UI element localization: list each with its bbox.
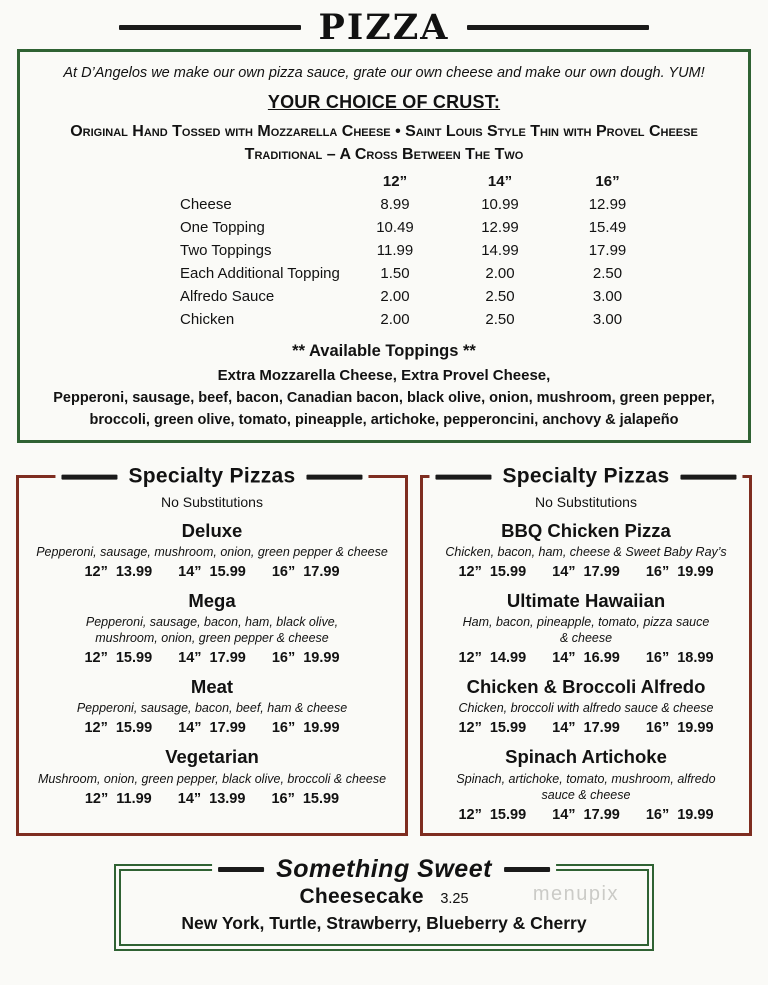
specialty-pizza-deluxe <box>23 519 401 580</box>
price-row-additional-topping <box>180 265 650 282</box>
price-12: 10.49 <box>376 219 414 236</box>
crust-options: Original Hand Tossed with Mozzarella Cheese • Saint Louis Style Thin with Provel Cheese <box>70 123 698 140</box>
price-pair <box>552 720 620 736</box>
price-14: 2.00 <box>485 265 515 282</box>
crust-heading: YOUR CHOICE OF CRUST: <box>267 92 501 112</box>
price-pair <box>552 650 620 666</box>
pizza-name: Vegetarian <box>165 746 259 768</box>
size-header-16: 16” <box>595 173 620 190</box>
sweet-title-text: Something Sweet <box>276 854 492 883</box>
title-rule-left <box>61 474 117 479</box>
price-row-alfredo-sauce <box>180 288 650 305</box>
size-label: 14” <box>178 720 202 737</box>
price-value: 14.99 <box>489 650 527 667</box>
price-pair <box>178 791 246 807</box>
price-16: 17.99 <box>588 242 627 259</box>
size-label: 12” <box>84 720 108 737</box>
price-pair <box>552 564 620 580</box>
price-pair <box>178 720 246 736</box>
cheesecake-flavors: New York, Turtle, Strawberry, Blueberry & Cherry <box>181 912 587 933</box>
price-value: 17.99 <box>209 650 246 667</box>
pizza-prices <box>23 564 401 580</box>
price-value: 18.99 <box>677 650 714 667</box>
toppings-line-3: broccoli, green olive, tomato, pineapple, artichoke, pepperoncini, anchovy & jalapeño <box>89 412 679 428</box>
specialty-left-title <box>55 463 368 491</box>
size-label: 14” <box>552 806 576 823</box>
size-label: 12” <box>458 650 482 667</box>
dessert-name: Cheesecake <box>299 884 424 908</box>
size-label: 14” <box>178 564 202 581</box>
specialty-box-left <box>16 464 408 836</box>
size-label: 16” <box>645 650 670 667</box>
size-label: 14” <box>178 650 202 667</box>
price-value: 17.99 <box>209 720 246 737</box>
size-label: 14” <box>552 720 576 737</box>
price-row-cheese <box>180 196 650 213</box>
size-label: 14” <box>552 564 576 581</box>
size-label: 12” <box>84 790 109 807</box>
pizza-prices <box>427 720 745 736</box>
pizza-name: BBQ Chicken Pizza <box>501 520 671 541</box>
price-value: 15.99 <box>209 564 246 581</box>
pizza-description: Spinach, artichoke, tomato, mushroom, alfredo sauce & cheese <box>456 771 716 802</box>
price-value: 15.99 <box>489 720 527 737</box>
pizza-name: Meat <box>190 676 234 698</box>
page-header <box>0 7 768 48</box>
pizza-description: Pepperoni, sausage, bacon, beef, ham & cheese <box>76 701 348 716</box>
price-value: 11.99 <box>116 790 152 807</box>
specialty-section <box>16 464 752 836</box>
row-label: Chicken <box>180 311 235 328</box>
sweet-title <box>212 855 556 884</box>
price-pair <box>178 564 246 580</box>
price-value: 19.99 <box>303 650 340 667</box>
price-14: 10.99 <box>481 196 519 213</box>
price-12: 2.00 <box>380 288 410 305</box>
pizza-name: Ultimate Hawaiian <box>506 590 666 612</box>
pizza-name: Deluxe <box>181 520 243 541</box>
price-12: 1.50 <box>380 265 410 282</box>
specialty-pizza-vegetarian <box>23 745 401 806</box>
toppings-line-2: Pepperoni, sausage, beef, bacon, Canadian bacon, black olive, onion, mushroom, green pepper, <box>53 390 715 406</box>
price-value: 17.99 <box>303 564 340 581</box>
size-label: 12” <box>84 564 108 581</box>
price-value: 15.99 <box>489 564 527 581</box>
specialty-pizza-spinach-artichoke <box>427 745 745 822</box>
price-12: 11.99 <box>376 242 414 259</box>
size-label: 12” <box>458 564 482 581</box>
price-pair <box>84 720 152 736</box>
price-pair <box>272 564 340 580</box>
price-value: 15.99 <box>115 720 153 737</box>
price-12: 2.00 <box>380 311 410 328</box>
price-pair <box>272 720 340 736</box>
title-rule-right <box>681 474 737 479</box>
price-value: 19.99 <box>677 564 714 581</box>
specialty-box-right <box>420 464 752 836</box>
row-label: Cheese <box>180 196 232 213</box>
page-title: PIZZA <box>318 7 450 48</box>
header-rule-right <box>467 25 649 30</box>
price-value: 13.99 <box>115 564 153 581</box>
pizza-name: Chicken & Broccoli Alfredo <box>466 676 706 698</box>
price-value: 15.99 <box>489 806 527 823</box>
price-value: 15.99 <box>302 790 340 807</box>
pizza-name: Mega <box>188 590 236 612</box>
price-pair <box>84 564 152 580</box>
price-16: 15.49 <box>588 219 627 236</box>
pizza-description: Mushroom, onion, green pepper, black olive, broccoli & cheese <box>37 771 387 786</box>
pizza-description: Chicken, bacon, ham, cheese & Sweet Baby Ray’s <box>445 545 727 560</box>
price-value: 17.99 <box>583 806 620 823</box>
row-label: Two Toppings <box>180 242 272 259</box>
price-value: 19.99 <box>677 720 714 737</box>
specialty-pizza-mega <box>23 589 401 666</box>
price-pair <box>552 807 620 823</box>
row-label: Alfredo Sauce <box>180 288 275 305</box>
crust-traditional: Traditional – A Cross Between The Two <box>244 146 524 163</box>
title-rule-left <box>435 474 491 479</box>
price-14: 2.50 <box>485 288 515 305</box>
toppings-heading: ** Available Toppings ** <box>292 342 476 360</box>
price-pair <box>271 791 339 807</box>
title-rule-left <box>218 867 264 872</box>
title-rule-right <box>307 474 363 479</box>
price-pair <box>458 720 526 736</box>
price-pair <box>458 650 526 666</box>
price-value: 16.99 <box>583 650 620 667</box>
pizza-name: Spinach Artichoke <box>505 746 667 768</box>
price-pair <box>84 650 152 666</box>
price-pair <box>178 650 246 666</box>
price-pair <box>458 807 526 823</box>
size-label: 16” <box>271 790 295 807</box>
price-table-header <box>180 173 650 190</box>
size-label: 16” <box>271 650 296 667</box>
pizza-description: Pepperoni, sausage, mushroom, onion, green pepper & cheese <box>36 545 388 560</box>
pizza-prices <box>23 791 401 807</box>
size-header-12: 12” <box>382 173 408 190</box>
pizza-prices <box>427 564 745 580</box>
pizza-description: Ham, bacon, pineapple, tomato, pizza sauce & cheese <box>462 615 710 646</box>
pizza-prices <box>427 650 745 666</box>
specialty-pizza-ultimate-hawaiian <box>427 589 745 666</box>
price-12: 8.99 <box>380 196 410 213</box>
price-16: 3.00 <box>592 311 623 328</box>
something-sweet-section <box>114 854 654 951</box>
size-label: 12” <box>84 650 108 667</box>
price-row-one-topping <box>180 219 650 236</box>
price-pair <box>646 807 714 823</box>
price-pair <box>458 564 526 580</box>
price-value: 17.99 <box>583 720 620 737</box>
pizza-description: Chicken, broccoli with alfredo sauce & cheese <box>458 701 714 716</box>
price-value: 13.99 <box>209 790 246 807</box>
price-14: 14.99 <box>481 242 519 259</box>
pizza-prices <box>23 650 401 666</box>
size-label: 14” <box>552 650 576 667</box>
price-pair <box>85 791 152 807</box>
price-14: 2.50 <box>485 311 515 328</box>
size-label: 16” <box>271 720 296 737</box>
price-pair <box>272 650 340 666</box>
price-16: 3.00 <box>592 288 623 305</box>
title-rule-right <box>504 867 550 872</box>
toppings-line-1: Extra Mozzarella Cheese, Extra Provel Cheese, <box>217 367 551 384</box>
specialty-title-text: Specialty Pizzas <box>502 464 670 488</box>
pizza-prices <box>23 720 401 736</box>
price-pair <box>646 650 714 666</box>
price-value: 15.99 <box>115 650 153 667</box>
watermark: menupix <box>532 882 619 905</box>
size-label: 16” <box>645 806 670 823</box>
size-label: 16” <box>645 720 670 737</box>
pizza-prices <box>427 807 745 823</box>
price-pair <box>646 720 714 736</box>
header-rule-left <box>119 25 301 30</box>
price-16: 12.99 <box>588 196 627 213</box>
price-value: 19.99 <box>677 806 714 823</box>
size-label: 14” <box>177 790 202 807</box>
size-label: 16” <box>645 564 670 581</box>
specialty-pizza-bbq-chicken <box>427 519 745 580</box>
price-14: 12.99 <box>481 219 519 236</box>
tagline: At D’Angelos we make our own pizza sauce, grate our own cheese and make our own dough. YUM! <box>63 65 705 81</box>
size-label: 16” <box>271 564 296 581</box>
price-pair <box>646 564 714 580</box>
price-value: 17.99 <box>583 564 620 581</box>
price-row-chicken <box>180 311 650 328</box>
row-label: Each Additional Topping <box>180 265 340 282</box>
price-16: 2.50 <box>592 265 623 282</box>
pizza-price-table <box>180 173 650 328</box>
row-label: One Topping <box>180 219 265 236</box>
pizza-description: Pepperoni, sausage, bacon, ham, black olive, mushroom, onion, green pepper & cheese <box>85 615 339 646</box>
price-value: 19.99 <box>303 720 340 737</box>
size-label: 12” <box>458 720 482 737</box>
specialty-right-title <box>429 463 742 491</box>
price-row-two-toppings <box>180 242 650 259</box>
specialty-pizza-chicken-broccoli-alfredo <box>427 675 745 736</box>
specialty-pizza-meat <box>23 675 401 736</box>
no-substitutions-note: No Substitutions <box>161 494 263 510</box>
size-header-14: 14” <box>487 173 513 190</box>
dessert-price: 3.25 <box>440 890 469 907</box>
specialty-title-text: Specialty Pizzas <box>128 464 296 488</box>
no-substitutions-note: No Substitutions <box>535 494 637 510</box>
pizza-pricing-section <box>17 49 751 443</box>
size-label: 12” <box>458 806 482 823</box>
